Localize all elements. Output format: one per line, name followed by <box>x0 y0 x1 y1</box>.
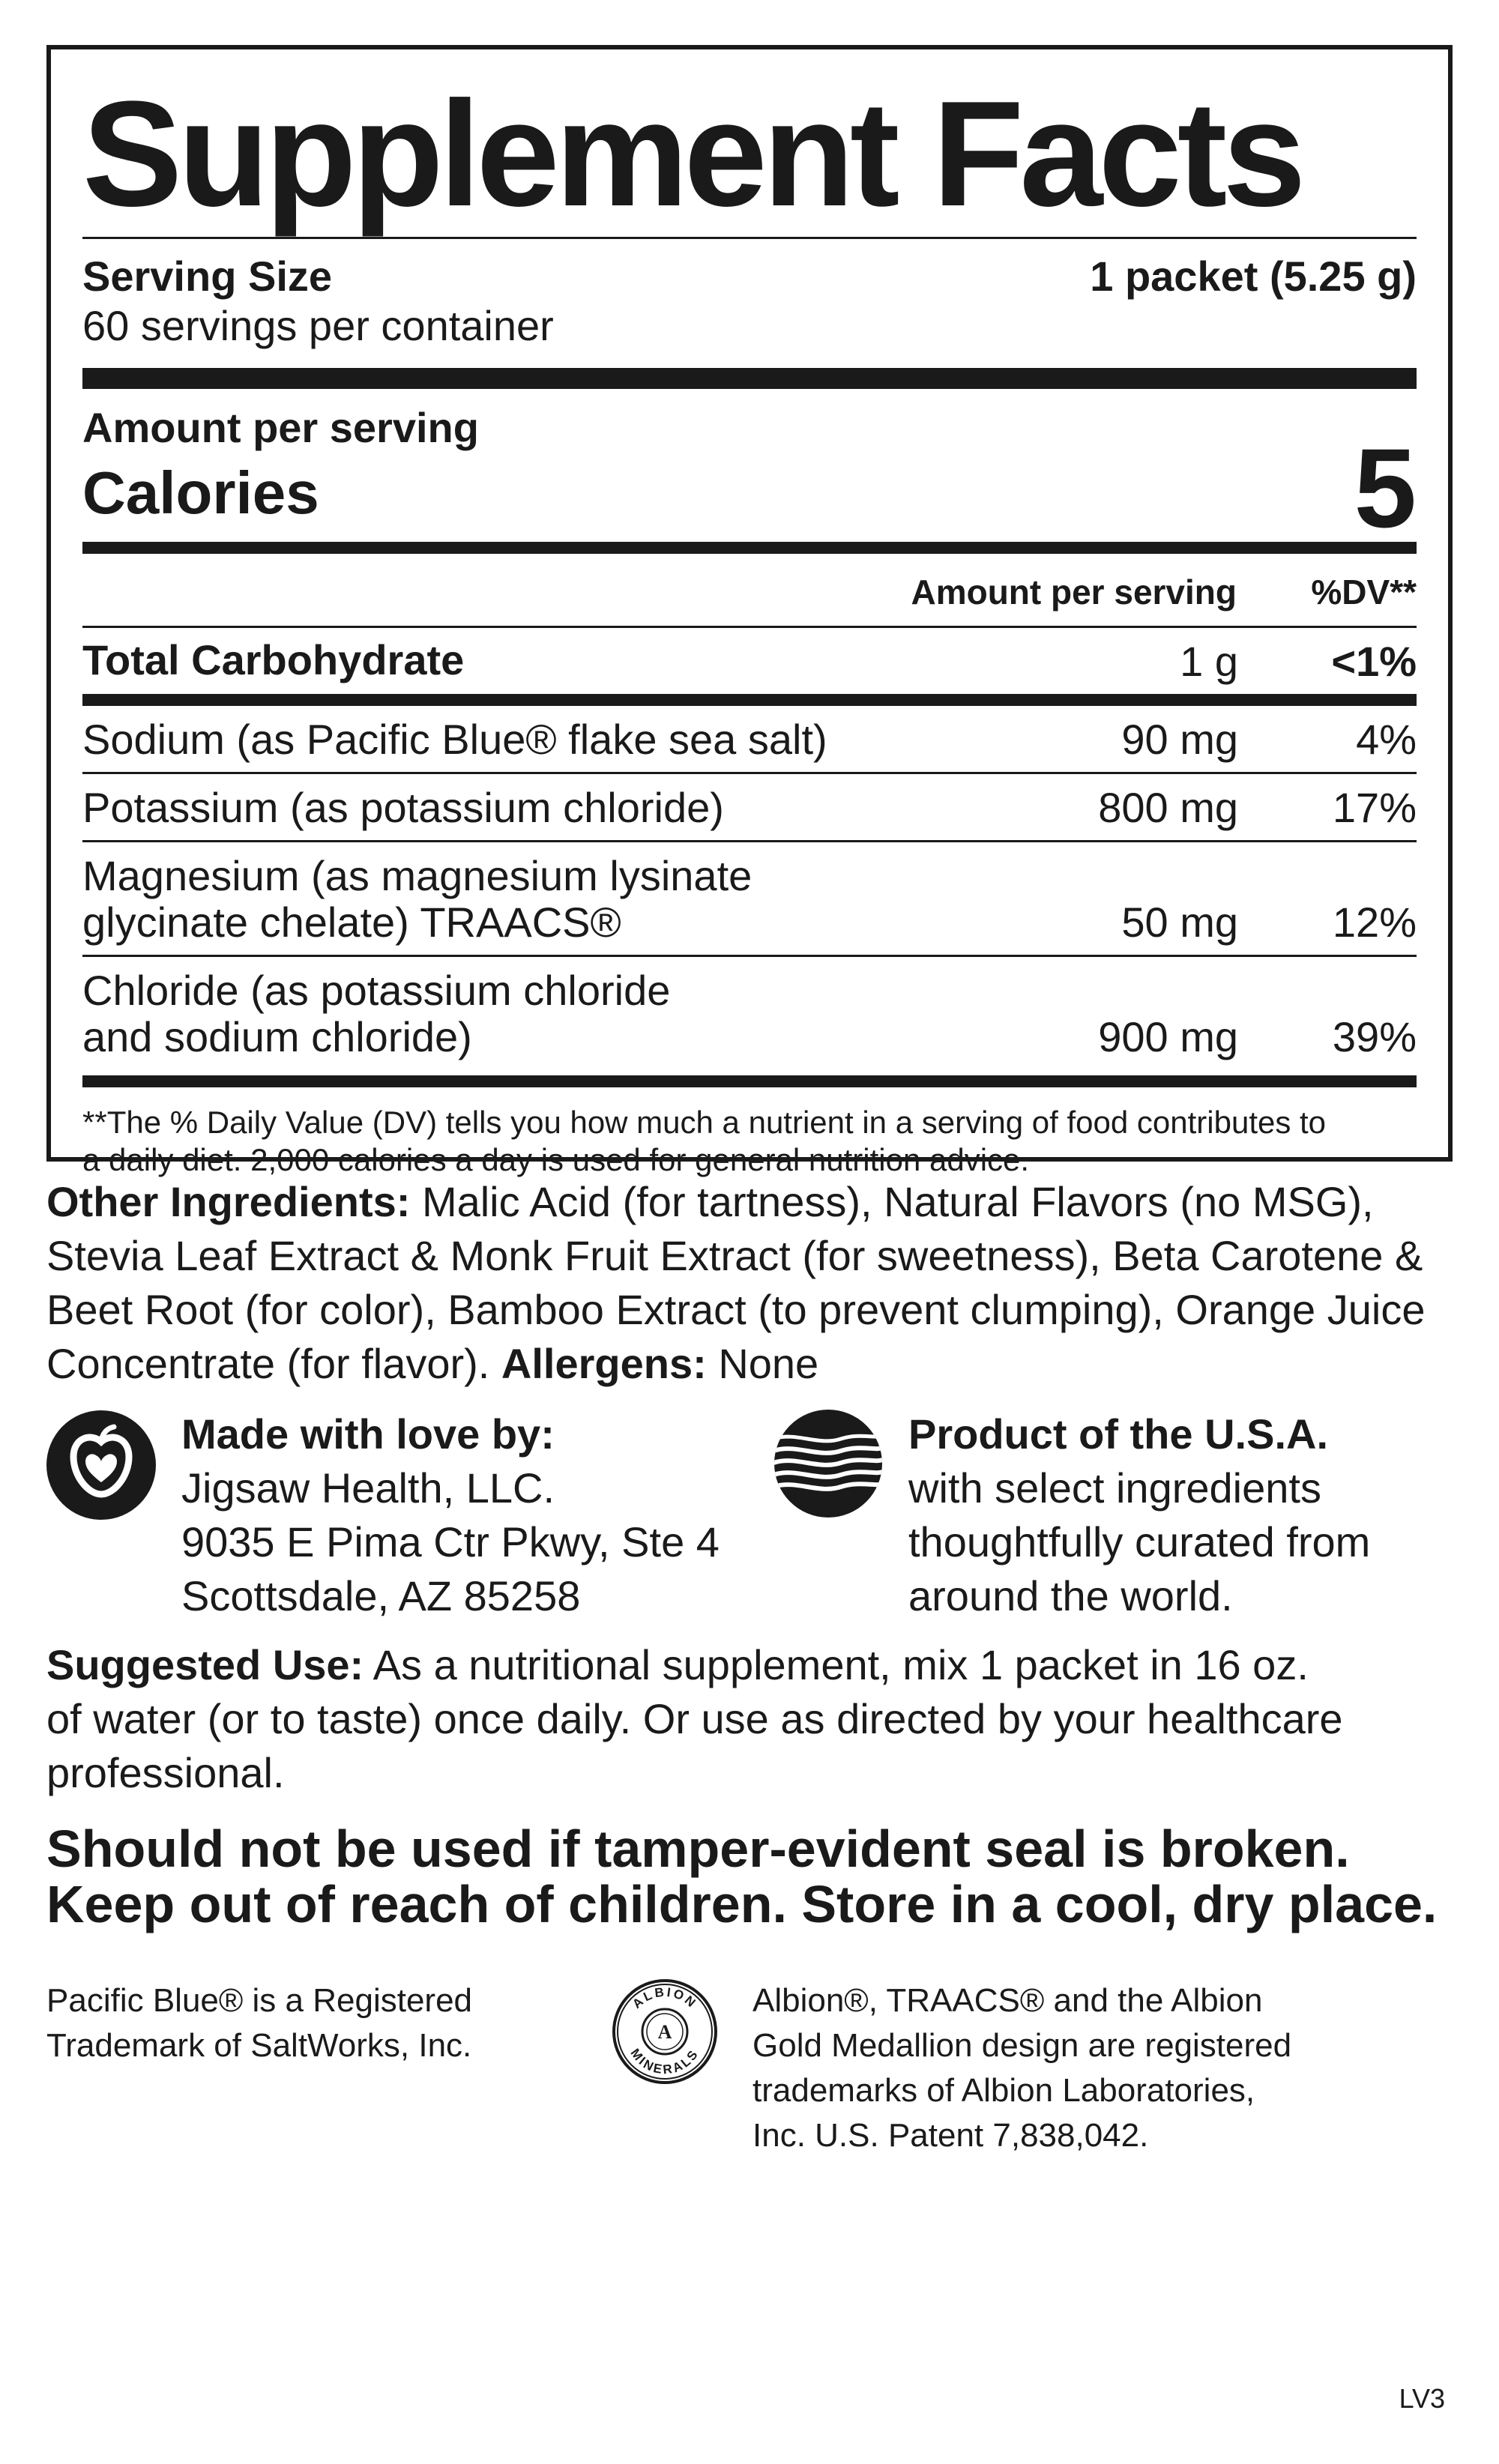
nutrient-row-magnesium <box>82 842 1417 955</box>
warning-line: Should not be used if tamper-evident seal is broken. <box>46 1820 1350 1878</box>
nutrient-row-chloride <box>82 957 1417 1069</box>
serving-size-label: Serving Size <box>82 253 333 300</box>
divider-thick <box>82 368 1417 389</box>
albion-seal-icon <box>609 1975 721 2088</box>
nutrient-row-total-carbohydrate <box>82 628 1417 694</box>
made-by-heading: Made with love by: <box>181 1410 555 1458</box>
other-ingredients-text: Stevia Leaf Extract & Monk Fruit Extract (for sweetness), Beta Carotene & <box>46 1232 1423 1279</box>
apple-heart-icon <box>46 1410 156 1520</box>
svg-text:ALBION: ALBION <box>630 1984 700 2011</box>
nutrient-amount: 800 mg <box>1098 784 1238 831</box>
product-of-line: thoughtfully curated from <box>908 1518 1371 1565</box>
divider-medium <box>82 1075 1417 1087</box>
nutrient-dv: 39% <box>1332 1013 1417 1060</box>
nutrient-name: Sodium (as Pacific Blue® flake sea salt) <box>82 716 827 763</box>
suggested-use-label: Suggested Use: <box>46 1641 364 1688</box>
nutrient-dv: <1% <box>1331 638 1417 685</box>
serving-size-value: 1 packet (5.25 g) <box>1090 253 1417 300</box>
svg-text:A: A <box>657 2021 672 2043</box>
nutrient-dv: 17% <box>1332 784 1417 831</box>
allergens-label: Allergens: <box>501 1340 707 1387</box>
trademark-albion <box>752 1978 1291 2158</box>
nutrient-dv: 12% <box>1332 899 1417 946</box>
other-ingredients-label: Other Ingredients: <box>46 1178 411 1225</box>
nutrient-row-potassium <box>82 774 1417 840</box>
trademark-pacific-blue <box>46 1978 472 2068</box>
divider-medium <box>82 694 1417 706</box>
trademark-line: Pacific Blue® is a Registered <box>46 1982 473 2019</box>
facts-title: Supplement Facts <box>82 70 1302 238</box>
trademark-line: Albion®, TRAACS® and the Albion <box>752 1982 1263 2019</box>
nutrient-name: Potassium (as potassium chloride) <box>82 784 724 831</box>
made-with-love-block <box>181 1407 720 1623</box>
suggested-use <box>46 1638 1456 1800</box>
nutrient-name: Total Carbohydrate <box>82 636 465 683</box>
suggested-use-text: professional. <box>46 1749 285 1796</box>
nutrient-name-line1: Chloride (as potassium chloride <box>82 967 671 1014</box>
made-by-line: 9035 E Pima Ctr Pkwy, Ste 4 <box>181 1518 720 1565</box>
label-code: LV3 <box>1399 2383 1445 2414</box>
warning-line: Keep out of reach of children. Store in a cool, dry place. <box>46 1875 1438 1933</box>
footnote-line: **The % Daily Value (DV) tells you how much a nutrient in a serving of food contributes to <box>82 1105 1327 1140</box>
product-of-line: around the world. <box>908 1572 1233 1619</box>
allergens-value: None <box>706 1340 819 1387</box>
trademark-line: trademarks of Albion Laboratories, <box>752 2072 1255 2109</box>
product-of-line: with select ingredients <box>908 1464 1321 1512</box>
daily-value-footnote <box>82 1104 1417 1179</box>
flag-globe-icon <box>773 1409 883 1518</box>
product-of-usa-block <box>908 1407 1370 1623</box>
column-header-dv: %DV** <box>1311 573 1417 612</box>
supplement-facts-panel <box>46 45 1453 1177</box>
trademark-line: Inc. U.S. Patent 7,838,042. <box>752 2117 1149 2154</box>
nutrient-name-line1: Magnesium (as magnesium lysinate <box>82 852 752 899</box>
other-ingredients <box>46 1175 1456 1391</box>
servings-per-container: 60 servings per container <box>82 302 554 349</box>
nutrient-dv: 4% <box>1356 716 1417 763</box>
product-of-heading: Product of the U.S.A. <box>908 1410 1328 1458</box>
nutrient-amount: 900 mg <box>1098 1013 1238 1060</box>
nutrient-name-line2: and sodium chloride) <box>82 1013 472 1060</box>
column-headers <box>82 554 1417 626</box>
suggested-use-text: of water (or to taste) once daily. Or use as directed by your healthcare <box>46 1695 1343 1742</box>
nutrient-row-sodium <box>82 706 1417 772</box>
footnote-line: a daily diet. 2,000 calories a day is used for general nutrition advice. <box>82 1142 1030 1177</box>
trademark-line: Gold Medallion design are registered <box>752 2027 1292 2064</box>
nutrient-name-line2: glycinate chelate) TRAACS® <box>82 899 621 946</box>
suggested-use-text: As a nutritional supplement, mix 1 packet in 16 oz. <box>364 1641 1309 1688</box>
calories-label: Calories <box>82 459 319 526</box>
nutrient-amount: 50 mg <box>1121 899 1238 946</box>
trademark-line: Trademark of SaltWorks, Inc. <box>46 2027 472 2064</box>
other-ingredients-text: Concentrate (for flavor). <box>46 1340 501 1387</box>
column-header-amount: Amount per serving <box>911 573 1237 612</box>
serving-size-row <box>82 253 1417 301</box>
made-by-line: Jigsaw Health, LLC. <box>181 1464 555 1512</box>
divider-medium <box>82 542 1417 554</box>
nutrient-amount: 1 g <box>1180 638 1238 685</box>
made-by-line: Scottsdale, AZ 85258 <box>181 1572 581 1619</box>
amount-per-serving-label: Amount per serving <box>82 404 479 451</box>
other-ingredients-text: Malic Acid (for tartness), Natural Flavors (no MSG), <box>410 1178 1374 1225</box>
svg-text:MINERALS: MINERALS <box>627 2046 702 2077</box>
nutrient-amount: 90 mg <box>1121 716 1238 763</box>
other-ingredients-text: Beet Root (for color), Bamboo Extract (to prevent clumping), Orange Juice <box>46 1286 1426 1333</box>
calories-value: 5 <box>1354 425 1417 551</box>
warning-statement <box>46 1821 1437 1932</box>
